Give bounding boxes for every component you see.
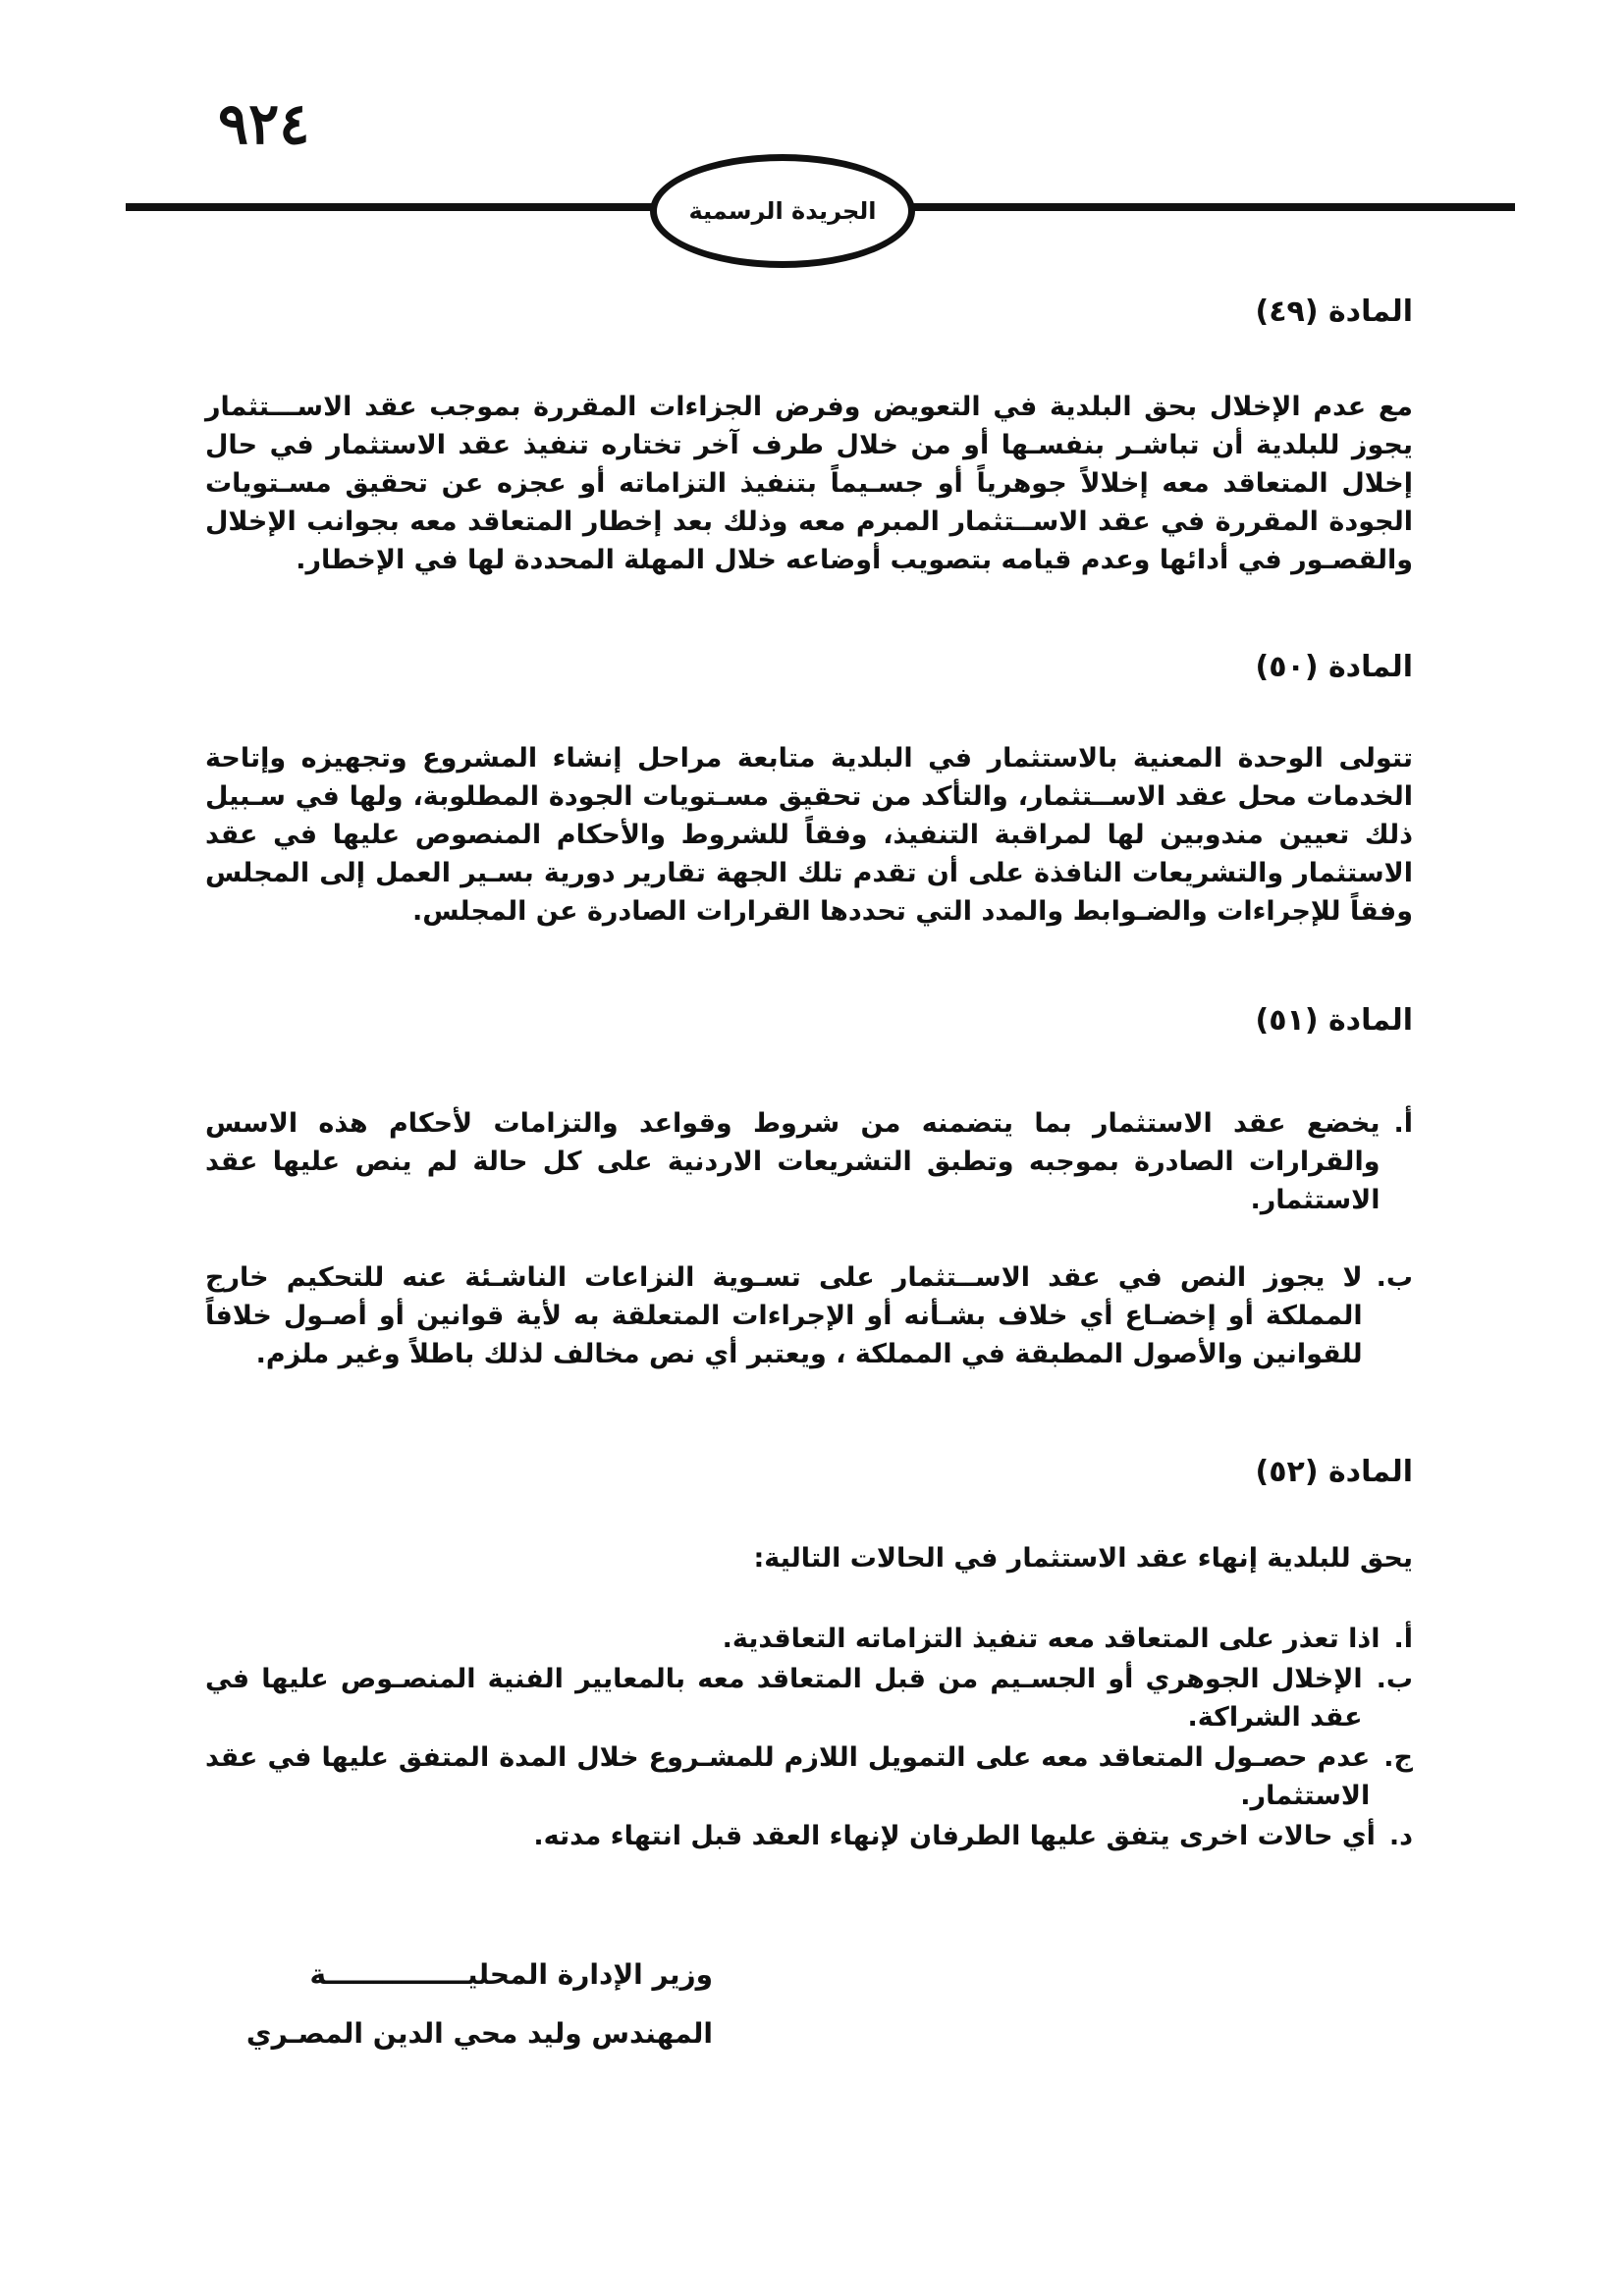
item-text: أي حالات اخرى يتفق عليها الطرفان لإنهاء العقد قبل انتهاء مدته. (533, 1821, 1376, 1851)
item-text: اذا تعذر على المتعاقد معه تنفيذ التزاماته التعاقدية. (722, 1624, 1380, 1654)
page-number: ٩٢٤ (218, 90, 310, 157)
signature-title: وزير الإدارة المحليـــــــــــــــة (309, 1958, 713, 1991)
article-49-text: مع عدم الإخلال بحق البلدية في التعويض وفرض الجزاءات المقررة بموجب عقد الاســـتثمار يجوز للبلدية أن تباشـر بنفسـها أو من خلال طرف آخر تختاره تنفيذ عقد الاستثمار في حال إخلال المتعاقد معه إخلالاً جوهرياً أو جسـيماً بتنفيذ التزاماته أو عجزه عن تحقيق مسـتويات الجودة المقررة في عقد الاســتثمار المبرم معه وذلك بعد إخطار المتعاقد معه بجوانب الإخلال والقصـور في أدائها وعدم قيامه بتصويب أوضاعه خلال المهلة المحددة لها في الإخطار. (205, 392, 1413, 575)
list-item (205, 1817, 1413, 1855)
gazette-title: الجريدة الرسمية (688, 197, 877, 225)
article-51-items (205, 1104, 1413, 1385)
item-text: عدم حصـول المتعاقد معه على التمويل اللازم للمشـروع خلال المدة المتفق عليها في عقد الاستثمار. (205, 1742, 1371, 1811)
item-marker: أ. (1393, 1108, 1413, 1139)
list-item (205, 1738, 1413, 1815)
article-49-heading: المادة (٤٩) (1255, 294, 1413, 329)
item-marker: د. (1388, 1821, 1413, 1851)
article-52-heading: المادة (٥٢) (1255, 1455, 1413, 1489)
article-50-heading: المادة (٥٠) (1255, 650, 1413, 684)
item-marker: أ. (1393, 1624, 1413, 1654)
item-text: الإخلال الجوهري أو الجسـيم من قبل المتعاقد معه بالمعايير الفنية المنصـوص عليها في عقد الشراكة. (205, 1664, 1363, 1733)
article-52-intro: يحق للبلدية إنهاء عقد الاستثمار في الحالات التالية: (753, 1543, 1413, 1574)
article-50-text: تتولى الوحدة المعنية بالاستثمار في البلدية متابعة مراحل إنشاء المشروع وتجهيزه وإتاحة الخدمات محل عقد الاســتثمار، والتأكد من تحقيق مسـتويات الجودة المطلوبة، ولها في سـبيل ذلك تعيين مندوبين لها لمراقبة التنفيذ، وفقاً للشروط والأحكام المنصوص عليها في عقد الاستثمار والتشريعات النافذة على أن تقدم تلك الجهة تقارير دورية بسـير العمل إلى المجلس وفقاً للإجراءات والضـوابط والمدد التي تحددها القرارات الصادرة عن المجلس. (205, 743, 1413, 927)
item-marker: ج. (1383, 1742, 1413, 1773)
list-item (205, 1660, 1413, 1736)
article-52-items (205, 1620, 1413, 1867)
gazette-title-oval (650, 154, 915, 268)
item-marker: ب. (1376, 1262, 1413, 1293)
article-51-heading: المادة (٥١) (1255, 1003, 1413, 1038)
item-text: يخضع عقد الاستثمار بما يتضمنه من شروط وقواعد والتزامات لأحكام هذه الاسس والقرارات الصادرة بموجبه وتطبق التشريعات الاردنية على كل حالة لم ينص عليها عقد الاستثمار. (205, 1108, 1380, 1215)
list-item (205, 1104, 1413, 1219)
item-marker: ب. (1376, 1664, 1413, 1694)
list-item (205, 1258, 1413, 1373)
signature-name: المهندس وليد محي الدين المصـري (245, 2017, 713, 2050)
list-item (205, 1620, 1413, 1658)
item-text: لا يجوز النص في عقد الاســتثمار على تسـوية النزاعات الناشـئة عنه للتحكيم خارج المملكة أو إخضـاع أي خلاف بشـأنه أو الإجراءات المتعلقة به لأية قوانين أو أصـول خلافاً للقوانين والأصول المطبقة في المملكة ، ويعتبر أي نص مخالف لذلك باطلاً وغير ملزم. (205, 1262, 1363, 1369)
